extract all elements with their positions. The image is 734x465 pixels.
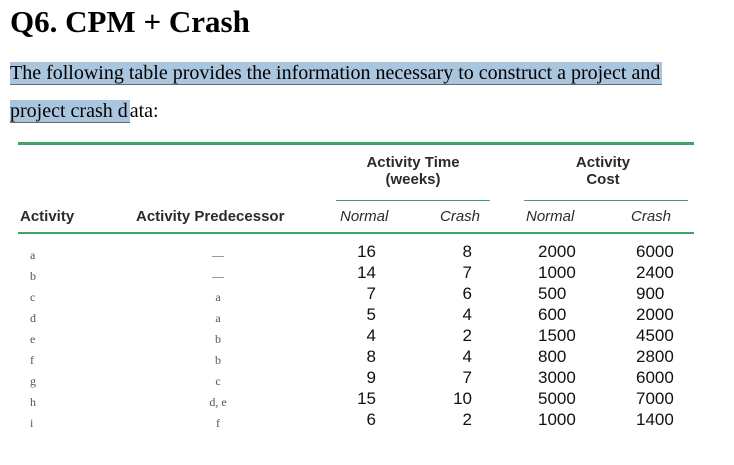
cell-cost-normal: 1000 — [538, 263, 576, 282]
cell-predecessor: f — [216, 416, 220, 430]
cell-activity: b — [30, 269, 36, 283]
cell-cost-normal: 800 — [538, 347, 567, 366]
cell-cost-normal: 1500 — [538, 326, 576, 345]
time-group-rule — [336, 200, 490, 201]
cell-cost-crash: 2400 — [636, 263, 674, 282]
cell-predecessor: c — [215, 374, 221, 388]
cell-time-normal: 7 — [366, 284, 376, 303]
table-header-rule — [18, 232, 694, 234]
cell-time-crash: 7 — [462, 263, 472, 282]
cell-cost-crash: 2000 — [636, 305, 674, 324]
col-header-predecessor: Activity Predecessor — [136, 208, 285, 225]
col-header-activity: Activity — [20, 208, 75, 225]
cell-cost-crash: 1400 — [636, 410, 674, 429]
activity-time-group-header — [338, 154, 488, 188]
table-top-rule — [18, 142, 694, 145]
cell-time-crash: 6 — [462, 284, 472, 303]
cell-time-normal: 15 — [357, 389, 376, 408]
cell-time-crash: 7 — [462, 368, 472, 387]
cell-cost-normal: 5000 — [538, 389, 576, 408]
cell-time-normal: 5 — [366, 305, 376, 324]
crash-data-table — [18, 142, 694, 442]
cell-cost-normal: 3000 — [538, 368, 576, 387]
cell-cost-normal: 600 — [538, 305, 567, 324]
cell-time-crash: 10 — [453, 389, 472, 408]
cell-predecessor: b — [215, 353, 221, 367]
cell-cost-normal: 500 — [538, 284, 567, 303]
question-heading: Q6. CPM + Crash — [10, 4, 250, 39]
intro-line-1 — [10, 58, 662, 88]
cost-group-rule — [524, 200, 688, 201]
cell-cost-crash: 4500 — [636, 326, 674, 345]
cell-predecessor: b — [215, 332, 221, 346]
cell-activity: e — [30, 332, 36, 346]
col-header-cost-normal: Normal — [526, 208, 575, 225]
cell-time-normal: 4 — [366, 326, 376, 345]
cell-time-crash: 4 — [462, 305, 472, 324]
cell-activity: f — [30, 353, 34, 367]
intro-line-2 — [10, 96, 159, 126]
col-header-time-normal: Normal — [340, 208, 389, 225]
col-header-cost-crash: Crash — [631, 208, 672, 225]
cell-predecessor: a — [215, 290, 221, 304]
activity-cost-group-header — [533, 154, 673, 188]
activity-time-unit: (weeks) — [385, 171, 441, 188]
cell-activity: h — [30, 395, 36, 409]
cell-cost-normal: 2000 — [538, 242, 576, 261]
activity-cost-unit: Cost — [586, 171, 620, 188]
cell-cost-crash: 6000 — [636, 242, 674, 261]
activity-cost-label: Activity — [575, 154, 631, 171]
col-header-time-crash: Crash — [440, 208, 481, 225]
cell-time-crash: 4 — [462, 347, 472, 366]
cell-cost-crash: 7000 — [636, 389, 674, 408]
cell-predecessor: — — [212, 269, 224, 283]
cell-cost-crash: 900 — [636, 284, 665, 303]
cell-activity: i — [30, 416, 34, 430]
intro-highlight-1: The following table provides the information necessary to construct a project and — [10, 62, 661, 84]
activity-time-label: Activity Time — [366, 154, 460, 171]
intro-highlight-2: project crash d — [10, 100, 128, 122]
cell-time-crash: 8 — [462, 242, 472, 261]
cell-time-normal: 6 — [366, 410, 376, 429]
cell-time-crash: 2 — [462, 326, 472, 345]
cell-activity: g — [30, 374, 36, 388]
cell-activity: c — [30, 290, 36, 304]
intro-rest: ata: — [129, 100, 159, 122]
cell-activity: d — [30, 311, 36, 325]
cell-cost-normal: 1000 — [538, 410, 576, 429]
cell-cost-crash: 2800 — [636, 347, 674, 366]
cell-time-normal: 14 — [357, 263, 376, 282]
cell-cost-crash: 6000 — [636, 368, 674, 387]
cell-predecessor: a — [215, 311, 221, 325]
cell-time-normal: 9 — [366, 368, 376, 387]
cell-predecessor: — — [212, 248, 224, 262]
cell-time-normal: 16 — [357, 242, 376, 261]
cell-predecessor: d, e — [209, 395, 227, 409]
cell-time-normal: 8 — [366, 347, 376, 366]
cell-time-crash: 2 — [462, 410, 472, 429]
cell-activity: a — [30, 248, 36, 262]
